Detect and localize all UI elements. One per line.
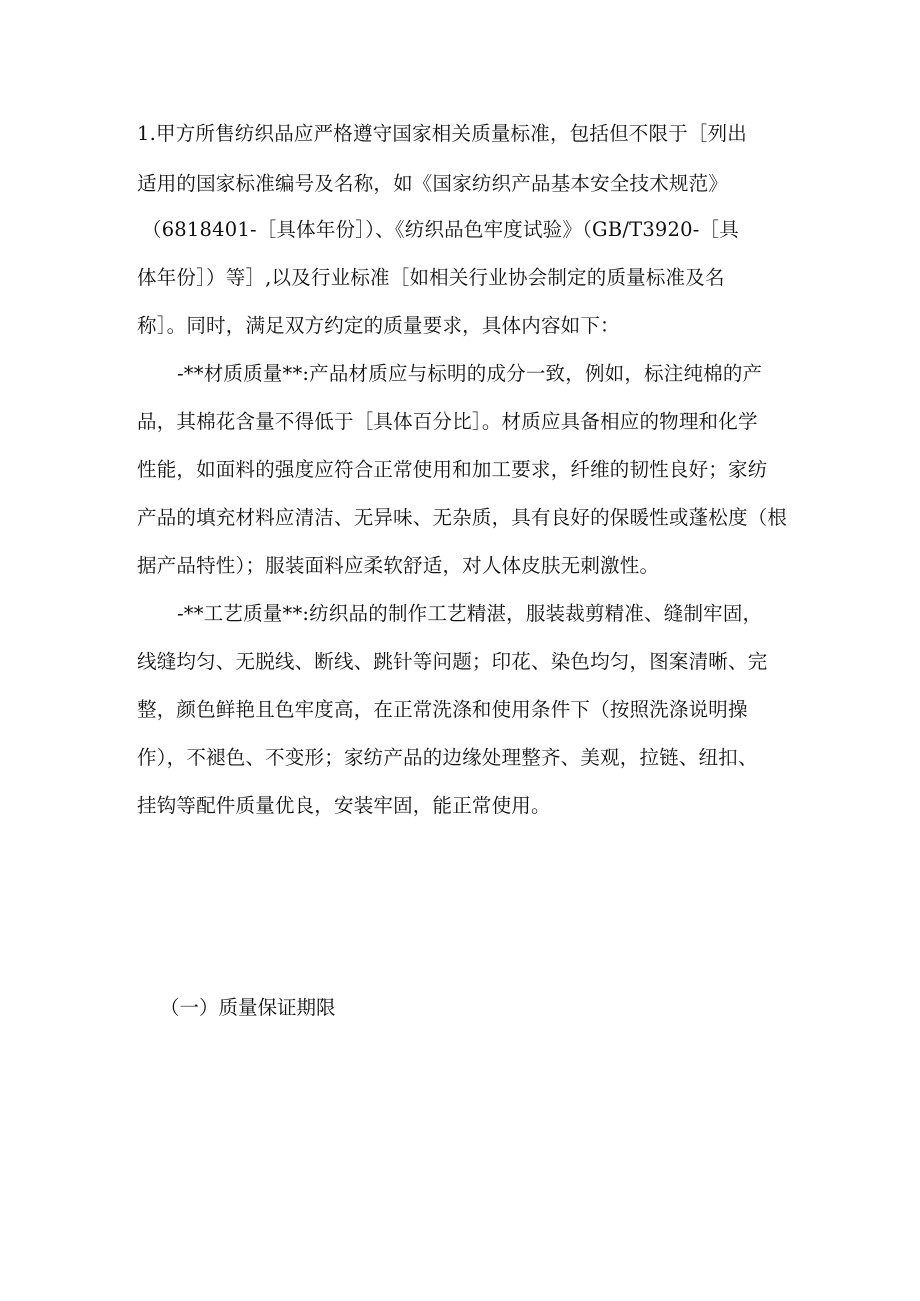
clause-1-line-1: 1.甲方所售纺织品应严格遵守国家相关质量标准，包括但不限于［列出 (137, 122, 748, 145)
section-heading: （一）质量保证期限 (160, 996, 336, 1019)
material-quality-line-2: 品，其棉花含量不得低于［具体百分比］。材质应具备相应的物理和化学 (137, 410, 758, 433)
clause-1-line-5: 称］。同时，满足双方约定的质量要求，具体内容如下： (137, 314, 620, 337)
clause-1-line-3: （6818401-［具体年份］）、《纺织品色牢度试验》（GB/T3920-［具 (142, 218, 739, 241)
clause-1-line-4: 体年份］）等］,以及行业标准［如相关行业协会制定的质量标准及名 (137, 266, 725, 289)
craft-quality-line-1: -**工艺质量**:纺织品的制作工艺精湛，服装裁剪精准、缝制牢固， (177, 602, 763, 625)
craft-quality-line-2: 线缝均匀、无脱线、断线、跳针等问题；印花、染色均匀，图案清晰、完 (137, 650, 768, 673)
craft-quality-line-3: 整，颜色鲜艳且色牢度高，在正常洗涤和使用条件下（按照洗涤说明操 (137, 698, 748, 721)
clause-1-line-2: 适用的国家标准编号及名称，如《国家纺织产品基本安全技术规范》 (137, 172, 729, 195)
material-quality-line-4: 产品的填充材料应清洁、无异味、无杂质，具有良好的保暖性或蓬松度（根 (137, 506, 788, 529)
craft-quality-line-5: 挂钩等配件质量优良，安装牢固，能正常使用。 (137, 794, 551, 817)
material-quality-line-3: 性能，如面料的强度应符合正常使用和加工要求，纤维的韧性良好；家纺 (137, 458, 768, 481)
material-quality-line-5: 据产品特性）；服装面料应柔软舒适，对人体皮肤无刺激性。 (137, 554, 660, 577)
material-quality-line-1: -**材质质量**:产品材质应与标明的成分一致，例如，标注纯棉的产 (177, 362, 763, 385)
craft-quality-line-4: 作），不褪色、不变形；家纺产品的边缘处理整齐、美观，拉链、纽扣、 (137, 746, 758, 769)
